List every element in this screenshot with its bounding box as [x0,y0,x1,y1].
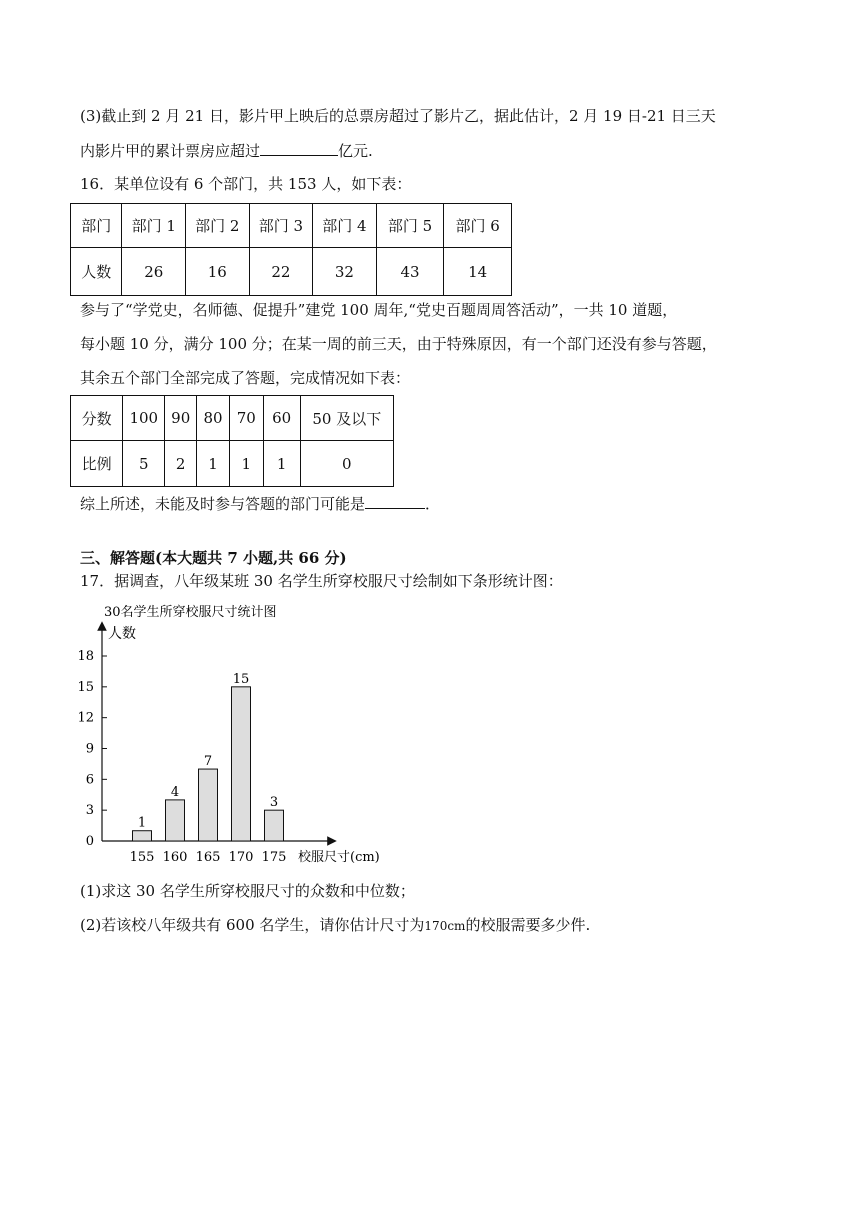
y-tick-label: 0 [85,834,94,849]
bar-value-label: 4 [170,784,180,800]
table-header-cell: 70 [229,396,263,441]
section-heading: 三、解答题(本大题共 7 小题,共 66 分) [80,549,347,567]
table-header-label: 分数 [71,396,123,441]
answer-blank[interactable] [365,494,425,509]
table-cell: 14 [444,248,512,296]
table-cell: 1 [263,441,300,487]
q17-sub2 [80,915,590,936]
bar [166,800,185,841]
bar [199,769,218,841]
table-header-label: 部门 [71,204,122,248]
q15-part3-line2-end: 亿元. [338,142,373,160]
q16-conclusion [80,494,440,514]
table-header-cell: 部门 3 [249,204,313,248]
table-cell: 43 [376,248,444,296]
table-header-cell: 100 [123,396,165,441]
y-tick-label: 6 [85,772,94,788]
bar-value-label: 7 [203,754,213,770]
bar-value-label: 15 [232,671,250,687]
q17-intro: 17．据调查，八年级某班 30 名学生所穿校服尺寸绘制如下条形统计图： [80,572,563,590]
x-axis-label: 校服尺寸(cm) [298,850,380,865]
q16-conclusion-text: 综上所述，未能及时参与答题的部门可能是 [80,495,366,513]
q15-part3-line2 [80,141,373,161]
table-cell: 0 [300,441,393,487]
x-tick-label: 175 [261,850,287,865]
table-header-cell: 部门 5 [376,204,444,248]
bar [265,810,284,841]
y-tick-label: 18 [77,649,94,664]
y-tick-label: 15 [77,679,94,695]
x-tick-label: 155 [129,850,155,865]
table-cell: 1 [197,441,230,487]
x-tick-label: 160 [162,850,188,865]
q16-para2: 每小题 10 分，满分 100 分；在某一周的前三天，由于特殊原因，有一个部门还没有参与答题， [80,335,717,353]
table-header-cell: 60 [263,396,300,441]
table-header-cell: 部门 6 [444,204,512,248]
y-axis-label: 人数 [108,626,136,642]
table-cell: 5 [123,441,165,487]
y-tick-label: 3 [85,803,94,819]
table-row-label: 人数 [71,248,122,296]
y-tick-label: 12 [77,710,94,726]
q17-sub2-text: (2)若该校八年级共有 600 名学生，请你估计尺寸为 [80,916,425,934]
table-header-cell: 50 及以下 [300,396,393,441]
table-header-cell: 部门 2 [186,204,250,248]
table-row-label: 比例 [71,441,123,487]
q16-intro: 16．某单位设有 6 个部门，共 153 人，如下表： [80,175,412,193]
q16-conclusion-end: ． [425,495,441,513]
q17-sub1: (1)求这 30 名学生所穿校服尺寸的众数和中位数； [80,882,415,900]
department-table [70,203,512,296]
table-header-cell: 部门 4 [313,204,377,248]
y-tick-label: 9 [85,741,94,757]
q17-sub2-end: 的校服需要多少件. [465,916,591,934]
q16-para3: 其余五个部门全部完成了答题，完成情况如下表： [80,369,411,387]
table-cell: 1 [229,441,263,487]
q15-part3-line1: (3)截止到 2 月 21 日，影片甲上映后的总票房超过了影片乙，据此估计，2 月 19 日-21 日三天 [80,107,716,125]
table-header-cell: 部门 1 [122,204,186,248]
table-cell: 16 [186,248,250,296]
x-tick-label: 170 [228,850,254,865]
bar [133,831,152,841]
chart-title: 30名学生所穿校服尺寸统计图 [104,605,277,620]
x-tick-label: 165 [195,850,221,865]
q17-sub2-size: 170cm [424,919,466,933]
bar-value-label: 1 [137,815,147,831]
table-cell: 32 [313,248,377,296]
table-header-cell: 90 [165,396,197,441]
table-header-cell: 80 [197,396,230,441]
answer-blank[interactable] [260,141,338,156]
table-cell: 2 [165,441,197,487]
bar-value-label: 3 [269,795,279,811]
table-cell: 22 [249,248,313,296]
score-table [70,395,394,487]
size-bar-chart [70,598,400,870]
bar [232,687,251,841]
q16-para1: 参与了“学党史，名师德、促提升”建党 100 周年,“党史百题周周答活动”，一共 10 道题， [80,301,678,319]
table-cell: 26 [122,248,186,296]
q15-part3-line2-text: 内影片甲的累计票房应超过 [80,142,261,160]
